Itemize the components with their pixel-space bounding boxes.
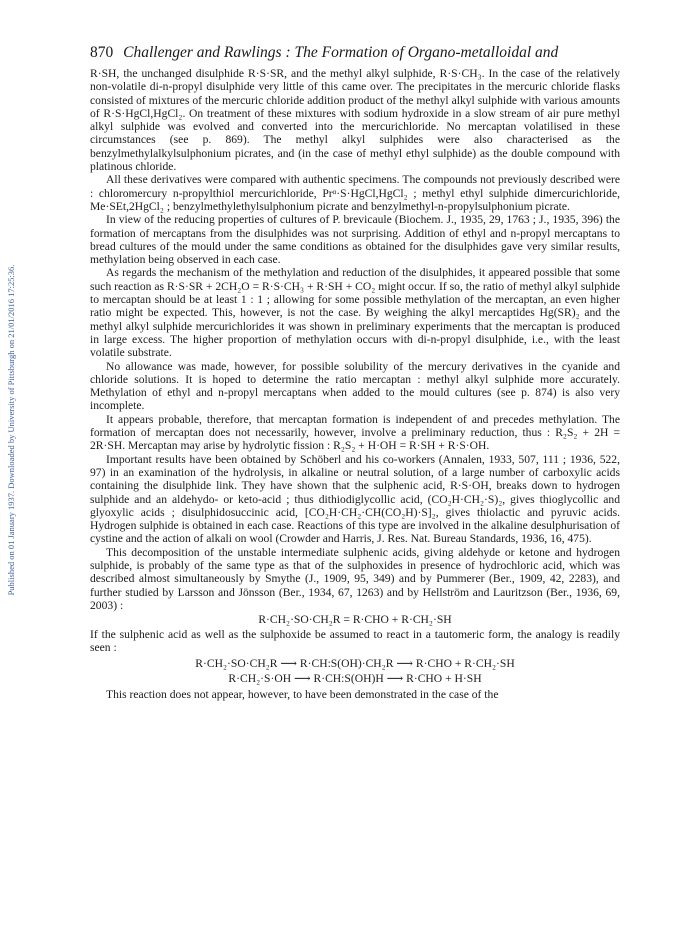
paragraph-2: All these derivatives were compared with authentic specimens. The compounds not previously described were : chloromercury n-propylthiol mercurichloride, Prᵅ·S·HgCl,HgCl₂ ; methyl ethyl sulphide dimercurichloride, Me·SEt,2HgCl₂ ; benzylmethylethylsulphonium picrate and benzylmethyl-n-propylsulphonium picrate.	[90, 173, 620, 213]
equation-1: R·CH₂·SO·CH₂R = R·CHO + R·CH₂·SH	[258, 613, 452, 627]
paragraph-8: This decomposition of the unstable intermediate sulphenic acids, giving aldehyde or ketone and hydrogen sulphide, is probably of the same type as that of the sulphoxides in presence of hydrochloric acid, which was described almost simultaneously by Smythe (J., 1909, 95, 349) and by Pummerer (Ber., 1909, 42, 2283), and further studied by Larsson and Jönsson (Ber., 1934, 67, 1263) and by Hellström and Lauritzson (Ber., 1936, 69, 2003) :	[90, 545, 620, 612]
paragraph-6: It appears probable, therefore, that mercaptan formation is independent of and precedes methylation. The formation of mercaptan does not necessarily, however, involve a preliminary reduction, thus : R₂S₂ + 2H = 2R·SH. Mercaptan may arise by hydrolytic fission : R₂S₂ + H·OH = R·SH + R·S·OH.	[90, 412, 620, 453]
page-body	[90, 44, 620, 701]
page-number: 870	[90, 44, 114, 61]
paragraph-4: As regards the mechanism of the methylation and reduction of the disulphides, it appeared possible that some such reaction as R·S·SR + 2CH₂O = R·S·CH₃ + R·SH + CO₂ might occur. If so, the ratio of methyl alkyl sulphide to mercaptan should be at least 1 : 1 ; allowing for some possible methylation of the mercaptan, an even higher ratio might be expected. This, however, is not the case. By weighing the alkyl mercaptides Hg(SR)₂ and the methyl alkyl sulphide mercurichlorides it was shown in preliminary experiments that the mercaptan is produced in large excess. The higher proportion of methylation occurs with di-n-propyl disulphide, i.e., with the least volatile substrate.	[90, 266, 621, 360]
paragraph-9: If the sulphenic acid as well as the sulphoxide be assumed to react in a tautomeric form, the analogy is readily seen :	[90, 628, 620, 655]
download-watermark-text: Published on 01 January 1937. Downloaded by University of Pittsburgh on 21/01/2016 17:25:36.	[6, 264, 16, 596]
reaction-scheme-line-2: R·CH₂·S·OH ⟶ R·CH:S(OH)H ⟶ R·CHO + H·SH	[228, 671, 482, 685]
paragraph-1: R·SH, the unchanged disulphide R·S·SR, and the methyl alkyl sulphide, R·S·CH₃. In the case of the relatively non-volatile di-n-propyl disulphide very little of this came over. The precipitates in the mercuric chloride flasks consisted of mixtures of the mercuric chloride addition product of the methyl alkyl sulphide with various amounts of R·S·HgCl,HgCl₂. On treatment of these mixtures with sodium hydroxide in a slow stream of air pure methyl alkyl sulphide was evolved and converted into the mercurichloride. No mercaptan volatilised in these circumstances (see p. 869). The methyl alkyl sulphides were also characterised as the benzylmethylalkylsulphonium picrates, and (in the case of methyl ethyl sulphide) as the double compound with platinous chloride.	[90, 67, 620, 174]
running-header	[90, 44, 620, 62]
reaction-scheme-line-1: R·CH₂·SO·CH₂R ⟶ R·CH:S(OH)·CH₂R ⟶ R·CHO + R·CH₂·SH	[195, 656, 515, 670]
paragraph-7: Important results have been obtained by Schöberl and his co-workers (Annalen, 1933, 507, 111 ; 1936, 522, 97) in an examination of the hydrolysis, in alkaline or neutral solution, of a large number of carboxylic acids containing the disulphide link. They have shown that the sulphenic acid, R·S·OH, breaks down to hydrogen sulphide and an aldehydo- or keto-acid ; thus dithiodiglycollic acid, (CO₂H·CH₂·S)₂, gives thioglycollic and glyoxylic acids ; disulphidosuccinic acid, [CO₂H·CH₂·CH(CO₂H)·S]₂, gives thiolactic and pyruvic acids. Hydrogen sulphide is obtained in each case. Reactions of this type are involved in the alkaline desulphurisation of cystine and the action of alkali on wool (Crowder and Harris, J. Res. Nat. Bureau Standards, 1936, 16, 475).	[90, 452, 620, 546]
paragraph-3: In view of the reducing properties of cultures of P. brevicaule (Biochem. J., 1935, 29, 1763 ; J., 1935, 396) the formation of mercaptans from the disulphides was not surprising. Addition of ethyl and n-propyl mercaptans to bread cultures of the mould under the same conditions as obtained for the disulphides gave very similar results, methylation being observed in each case.	[90, 213, 620, 267]
running-title: Challenger and Rawlings : The Formation of Organo-metalloidal and	[123, 44, 559, 61]
download-watermark	[0, 150, 22, 710]
paragraph-5: No allowance was made, however, for possible solubility of the mercury derivatives in the cyanide and chloride solutions. It is hoped to determine the ratio mercaptan : methyl alkyl sulphide more accurately. Methylation of ethyl and n-propyl mercaptans when added to the mould cultures (see p. 874) is also very incomplete.	[90, 359, 620, 413]
closing-line: This reaction does not appear, however, to have been demonstrated in the case of the	[106, 687, 499, 701]
